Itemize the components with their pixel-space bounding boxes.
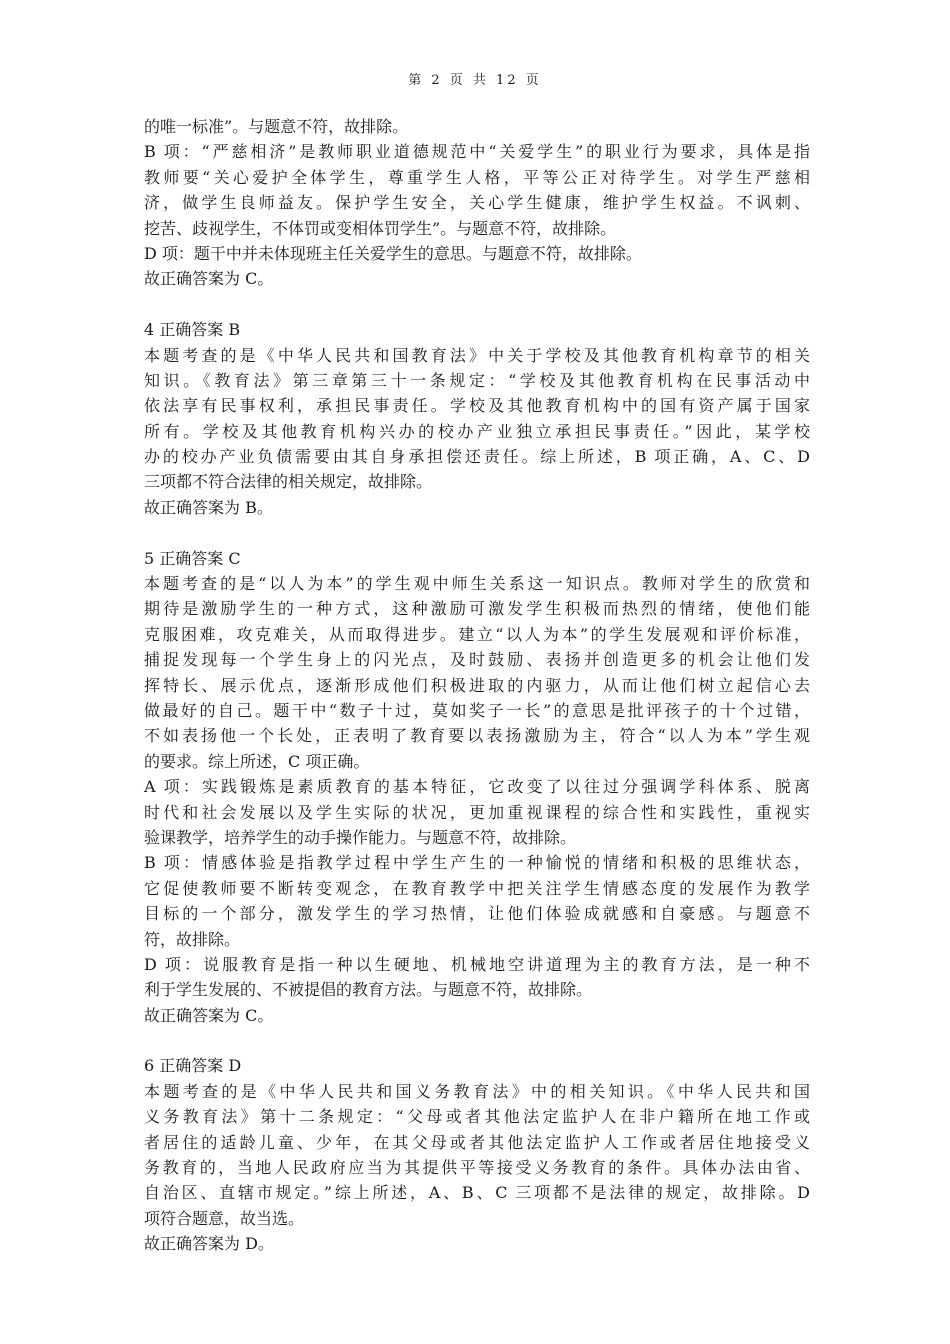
text-line: 所有。学校及其他教育机构兴办的校办产业独立承担民事责任。”因此，某学校 [144,421,810,441]
text-line: 依法享有民事权利，承担民事责任。学校及其他教育机构中的国有资产属于国家 [144,396,810,416]
text-line: A 项：实践锻炼是素质教育的基本特征，它改变了以往过分强调学科体系、脱离 [144,777,810,797]
text-line: 捕捉发现每一个学生身上的闪光点，及时鼓励、表扬并创造更多的机会让他们发 [144,650,810,670]
page-indicator: 第 2 页 共 12 页 [408,73,542,88]
text-line: 知识。《教育法》第三章第三十一条规定：“学校及其他教育机构在民事活动中 [144,370,810,390]
text-line: 的要求。综上所述，C 项正确。 [144,751,370,771]
text-line: 故正确答案为 D。 [144,1234,274,1254]
paragraph-spacer [144,292,810,317]
text-line: 5 正确答案 C [144,548,241,568]
text-line: D 项：题干中并未体现班主任关爱学生的意思。与题意不符，故排除。 [144,243,642,263]
text-line: 目标的一个部分，激发学生的学习热情，让他们体验成就感和自豪感。与题意不 [144,904,810,924]
text-line: 本题考查的是“以人为本”的学生观中师生关系这一知识点。教师对学生的欣赏和 [144,574,810,594]
text-line: 克服困难，攻克难关，从而取得进步。建立“以人为本”的学生发展观和评价标准， [144,624,810,644]
text-line: D 项：说服教育是指一种以生硬地、机械地空讲道理为主的教育方法，是一种不 [144,954,810,974]
text-line: B 项：“严慈相济”是教师职业道德规范中“关爱学生”的职业行为要求，具体是指 [144,142,810,162]
text-line: 故正确答案为 C。 [144,269,274,289]
document-body [144,114,810,1257]
text-line: 自治区、直辖市规定。”综上所述，A、B、C 三项都不是法律的规定，故排除。D [144,1183,810,1203]
text-line: 挥特长、展示优点，逐渐形成他们积极进取的内驱力，从而让他们树立起信心去 [144,675,810,695]
paragraph-spacer [144,1028,810,1053]
text-line: 者居住的适龄儿童、少年，在其父母或者其他法定监护人工作或者居住地接受义 [144,1132,810,1152]
text-line: 期待是激励学生的一种方式，这种激励可激发学生积极而热烈的情绪，使他们能 [144,599,810,619]
text-line: 务教育的，当地人民政府应当为其提供平等接受义务教育的条件。具体办法由省、 [144,1158,810,1178]
text-line: 济，做学生良师益友。保护学生安全，关心学生健康，维护学生权益。不讽刺、 [144,193,810,213]
text-line: 教师要“关心爱护全体学生，尊重学生人格，平等公正对待学生。对学生严慈相 [144,167,810,187]
text-line: 不如表扬他一个长处，正表明了教育要以表扬激励为主，符合“以人为本”学生观 [144,726,810,746]
paragraph-spacer [144,520,810,545]
text-line: 办的校办产业负债需要由其自身承担偿还责任。综上所述，B 项正确，A、C、D [144,447,810,467]
text-line: 符，故排除。 [144,929,241,949]
text-line: 4 正确答案 B [144,320,241,340]
text-line: 挖苦、歧视学生，不体罚或变相体罚学生”。与题意不符，故排除。 [144,218,617,238]
text-line: 义务教育法》第十二条规定：“父母或者其他法定监护人在非户籍所在地工作或 [144,1107,810,1127]
text-line: 验课教学，培养学生的动手操作能力。与题意不符，故排除。 [144,827,577,847]
text-line: 本题考查的是《中华人民共和国教育法》中关于学校及其他教育机构章节的相关 [144,345,810,365]
text-line: 时代和社会发展以及学生实际的状况，更加重视课程的综合性和实践性，重视实 [144,802,810,822]
text-line: 6 正确答案 D [144,1056,242,1076]
text-line: 的唯一标准”。与题意不符，故排除。 [144,117,409,136]
text-line: 项符合题意，故当选。 [144,1208,305,1228]
text-line: 本题考查的是《中华人民共和国义务教育法》中的相关知识。《中华人民共和国 [144,1081,810,1101]
text-line: B 项：情感体验是指教学过程中学生产生的一种愉悦的情绪和积极的思维状态， [144,853,810,873]
text-line: 故正确答案为 C。 [144,1005,274,1025]
text-line: 故正确答案为 B。 [144,497,273,517]
text-line: 它促使教师要不断转变观念，在教育教学中把关注学生情感态度的发展作为教学 [144,878,810,898]
page-header [0,72,950,90]
text-line: 三项都不符合法律的相关规定，故排除。 [144,472,433,492]
text-line: 利于学生发展的、不被提倡的教育方法。与题意不符，故排除。 [144,980,593,1000]
text-line: 做最好的自己。题干中“数子十过，莫如奖子一长”的意思是批评孩子的十个过错， [144,700,810,720]
